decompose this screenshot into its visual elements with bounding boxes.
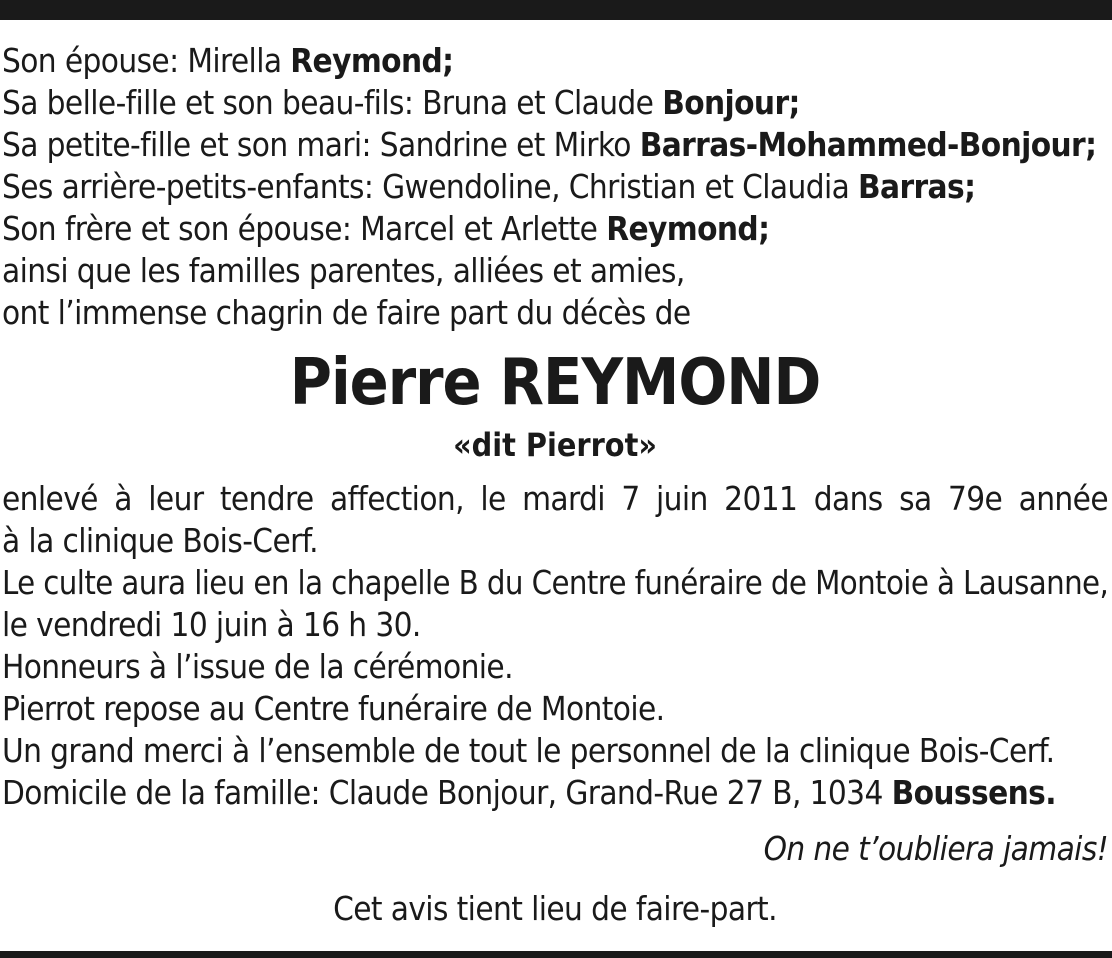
intro-line: ainsi que les familles parentes, alliées et amies, [2,251,685,290]
deceased-nickname: «dit Pierrot» [453,426,657,464]
domicile-town: Boussens. [891,773,1056,812]
details-line: Un grand merci à l’ensemble de tout le personnel de la clinique Bois-Cerf. [2,731,1055,770]
surname: Bonjour; [662,83,800,122]
details-line: Le culte aura lieu en la chapelle B du Centre funéraire de Montoie à Lausanne, [2,563,1109,602]
family-line-wife: Son épouse: Mirella Reymond; [2,41,454,80]
family-line-brother: Son frère et son épouse: Marcel et Arlette Reymond; [2,209,770,248]
signoff: On ne t’oubliera jamais! [763,829,1108,868]
top-rule [0,0,1112,20]
obituary-notice [2,40,1108,930]
details-line: enlevé à leur tendre affection, le mardi 7 juin 2011 dans sa 79e année [2,479,1108,518]
domicile-line: Domicile de la famille: Claude Bonjour, Grand-Rue 27 B, 1034 Boussens. [2,773,1056,812]
surname: Reymond; [290,41,454,80]
details-line: Honneurs à l’issue de la cérémonie. [2,647,513,686]
surname: Barras-Mohammed-Bonjour; [639,125,1097,164]
details-line: à la clinique Bois-Cerf. [2,521,318,560]
family-line-great-grandchildren: Ses arrière-petits-enfants: Gwendoline, Christian et Claudia Barras; [2,167,976,206]
family-line-granddaughter: Sa petite-fille et son mari: Sandrine et Mirko Barras-Mohammed-Bonjour; [2,125,1097,164]
family-line-in-laws: Sa belle-fille et son beau-fils: Bruna et Claude Bonjour; [2,83,800,122]
intro-line: ont l’immense chagrin de faire part du décès de [2,293,691,332]
deceased-name: Pierre REYMOND [289,346,821,420]
details-line: Pierrot repose au Centre funéraire de Montoie. [2,689,665,728]
surname: Reymond; [606,209,770,248]
faire-part-notice: Cet avis tient lieu de faire-part. [333,889,777,928]
bottom-rule [0,951,1112,958]
surname: Barras; [858,167,976,206]
details-line: le vendredi 10 juin à 16 h 30. [2,605,421,644]
